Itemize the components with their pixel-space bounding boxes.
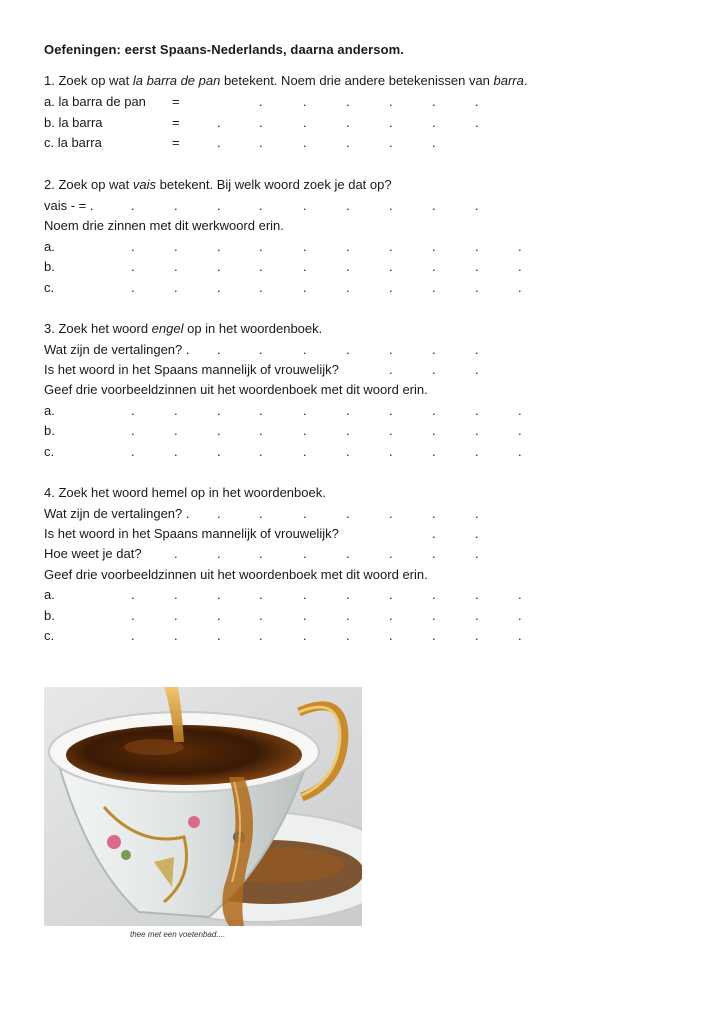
gender-label: Is het woord in het Spaans mannelijk of vrouwelijk?	[44, 362, 339, 377]
answer-dot: .	[432, 628, 436, 643]
answer-dot: .	[303, 444, 307, 459]
answer-dot: .	[303, 239, 307, 254]
answer-dot: .	[432, 403, 436, 418]
answer-dot: .	[259, 546, 263, 561]
answer-dot: .	[475, 608, 479, 623]
answer-dot: .	[389, 587, 393, 602]
italic-term: la barra de pan	[132, 73, 221, 88]
answer-dot: .	[217, 135, 221, 150]
answer-dot: .	[475, 628, 479, 643]
answer-dot: .	[303, 280, 307, 295]
item-label: b.	[44, 423, 55, 438]
answer-dot: .	[389, 628, 393, 643]
prompt-text: 4. Zoek het woord hemel op in het woordenboek.	[44, 485, 326, 500]
prompt-text: 2. Zoek op wat	[44, 177, 133, 192]
answer-dot: .	[432, 587, 436, 602]
answer-dot: .	[346, 135, 350, 150]
answer-dot: .	[259, 444, 263, 459]
answer-dot: .	[131, 587, 135, 602]
answer-dot: .	[174, 403, 178, 418]
item-label: a.	[44, 403, 55, 418]
answer-dot: .	[475, 198, 479, 213]
answer-dot: .	[131, 423, 135, 438]
item-label: a.	[44, 587, 55, 602]
answer-dot: .	[131, 444, 135, 459]
q2-answer-line	[44, 197, 684, 215]
answer-dot: .	[432, 526, 436, 541]
item-label: a.	[44, 239, 55, 254]
answer-dot: .	[475, 403, 479, 418]
answer-dot: .	[259, 259, 263, 274]
answer-dot: .	[432, 423, 436, 438]
answer-dot: .	[131, 239, 135, 254]
answer-dot: .	[432, 608, 436, 623]
answer-dot: .	[259, 239, 263, 254]
prompt-text: 3. Zoek het woord	[44, 321, 152, 336]
answer-dot: .	[346, 259, 350, 274]
answer-dot: .	[432, 444, 436, 459]
answer-dot: .	[389, 280, 393, 295]
answer-dot: .	[475, 506, 479, 521]
answer-dot: .	[389, 342, 393, 357]
q3-item-b	[44, 422, 684, 440]
answer-dot: .	[432, 342, 436, 357]
answer-dot: .	[346, 115, 350, 130]
answer-dot: .	[174, 280, 178, 295]
answer-dot: .	[389, 546, 393, 561]
prompt-text: op in het woordenboek.	[183, 321, 323, 336]
q3-prompt	[44, 320, 322, 338]
answer-dot: .	[475, 587, 479, 602]
answer-dot: .	[131, 198, 135, 213]
answer-dot: .	[217, 115, 221, 130]
answer-dot: .	[432, 280, 436, 295]
answer-dot: .	[389, 362, 393, 377]
answer-dot: .	[518, 259, 522, 274]
answer-dot: .	[346, 628, 350, 643]
answer-dot: .	[346, 546, 350, 561]
answer-dot: .	[131, 628, 135, 643]
answer-dot: .	[217, 608, 221, 623]
answer-dot: .	[174, 628, 178, 643]
answer-dot: .	[518, 608, 522, 623]
answer-dot: .	[518, 239, 522, 254]
answer-dot: .	[475, 444, 479, 459]
item-label: c.	[44, 628, 55, 643]
answer-dot: .	[432, 115, 436, 130]
item-label: b.	[44, 608, 55, 623]
answer-dot: .	[475, 239, 479, 254]
q1-item-label: b. la barra	[44, 115, 103, 130]
answer-dot: .	[475, 342, 479, 357]
answer-dot: .	[432, 198, 436, 213]
answer-dot: .	[217, 587, 221, 602]
prompt-text: .	[523, 73, 528, 88]
q2-item-c	[44, 279, 684, 297]
answer-dot: .	[303, 135, 307, 150]
q2-instruction: Noem drie zinnen met dit werkwoord erin.	[44, 218, 284, 233]
tea-cup-photo	[44, 687, 362, 926]
answer-dot: .	[389, 239, 393, 254]
answer-dot: .	[174, 198, 178, 213]
answer-dot: .	[389, 259, 393, 274]
answer-dot: .	[346, 198, 350, 213]
answer-dot: .	[303, 546, 307, 561]
q4-item-a	[44, 586, 684, 604]
answer-dot: .	[475, 526, 479, 541]
answer-dot: .	[432, 135, 436, 150]
answer-dot: .	[518, 444, 522, 459]
tea-cup-illustration	[44, 687, 362, 926]
answer-dot: .	[346, 342, 350, 357]
answer-dot: .	[259, 280, 263, 295]
answer-dot: .	[389, 135, 393, 150]
italic-term: vais	[132, 177, 157, 192]
prompt-text: betekent. Bij welk woord zoek je dat op?	[156, 177, 392, 192]
answer-dot: .	[303, 342, 307, 357]
q1-item-c	[44, 134, 684, 152]
q3-examples: Geef drie voorbeeldzinnen uit het woordenboek met dit woord erin.	[44, 382, 428, 397]
answer-dot: .	[475, 423, 479, 438]
translations-label: Wat zijn de vertalingen? .	[44, 506, 190, 521]
q3-item-a	[44, 402, 684, 420]
answer-dot: .	[174, 423, 178, 438]
answer-dot: .	[432, 362, 436, 377]
worksheet-title: Oefeningen: eerst Spaans-Nederlands, daarna andersom.	[44, 42, 405, 57]
answer-dot: .	[389, 403, 393, 418]
answer-dot: .	[174, 444, 178, 459]
answer-dot: .	[346, 444, 350, 459]
q1-prompt	[44, 72, 528, 90]
equals-sign: =	[172, 115, 180, 130]
answer-dot: .	[475, 259, 479, 274]
answer-dot: .	[259, 628, 263, 643]
answer-dot: .	[389, 506, 393, 521]
answer-dot: .	[518, 628, 522, 643]
answer-dot: .	[217, 423, 221, 438]
q3-translations	[44, 341, 684, 359]
answer-dot: .	[389, 423, 393, 438]
answer-dot: .	[346, 608, 350, 623]
answer-dot: .	[259, 587, 263, 602]
answer-dot: .	[389, 608, 393, 623]
answer-dot: .	[303, 628, 307, 643]
answer-dot: .	[303, 94, 307, 109]
q4-prompt	[44, 484, 326, 502]
answer-dot: .	[475, 362, 479, 377]
answer-dot: .	[346, 239, 350, 254]
item-label: c.	[44, 444, 55, 459]
q4-examples: Geef drie voorbeeldzinnen uit het woordenboek met dit woord erin.	[44, 567, 428, 582]
q4-item-c	[44, 627, 684, 645]
answer-dot: .	[131, 608, 135, 623]
answer-dot: .	[259, 403, 263, 418]
answer-dot: .	[346, 423, 350, 438]
answer-dot: .	[217, 403, 221, 418]
photo-caption: thee met een voetenbad....	[130, 930, 226, 939]
answer-dot: .	[303, 423, 307, 438]
answer-dot: .	[303, 403, 307, 418]
answer-dot: .	[389, 198, 393, 213]
answer-dot: .	[518, 280, 522, 295]
answer-dot: .	[217, 628, 221, 643]
prompt-text: 1. Zoek op wat	[44, 73, 133, 88]
answer-dot: .	[518, 587, 522, 602]
answer-dot: .	[217, 259, 221, 274]
answer-dot: .	[259, 94, 263, 109]
translations-label: Wat zijn de vertalingen? .	[44, 342, 190, 357]
prompt-text: betekent. Noem drie andere betekenissen van	[220, 73, 494, 88]
answer-dot: .	[432, 94, 436, 109]
answer-dot: .	[174, 608, 178, 623]
answer-dot: .	[259, 198, 263, 213]
italic-term: barra	[493, 73, 524, 88]
answer-dot: .	[217, 342, 221, 357]
answer-dot: .	[346, 94, 350, 109]
equals-sign: =	[172, 94, 180, 109]
answer-dot: .	[303, 198, 307, 213]
answer-dot: .	[475, 546, 479, 561]
answer-dot: .	[303, 259, 307, 274]
answer-dot: .	[346, 280, 350, 295]
answer-dot: .	[432, 506, 436, 521]
answer-dot: .	[518, 403, 522, 418]
gender-label: Is het woord in het Spaans mannelijk of vrouwelijk?	[44, 526, 339, 541]
answer-dot: .	[131, 403, 135, 418]
answer-dot: .	[432, 259, 436, 274]
answer-dot: .	[131, 259, 135, 274]
answer-dot: .	[217, 239, 221, 254]
q4-item-b	[44, 607, 684, 625]
answer-dot: .	[217, 280, 221, 295]
answer-dot: .	[475, 94, 479, 109]
q4-translations	[44, 505, 684, 523]
answer-dot: .	[174, 239, 178, 254]
q3-gender	[44, 361, 684, 379]
answer-dot: .	[432, 546, 436, 561]
answer-dot: .	[303, 587, 307, 602]
q4-gender	[44, 525, 684, 543]
answer-dot: .	[217, 198, 221, 213]
answer-dot: .	[259, 342, 263, 357]
answer-dot: .	[346, 506, 350, 521]
answer-dot: .	[217, 546, 221, 561]
q2-prompt	[44, 176, 392, 194]
q1-item-a	[44, 93, 684, 111]
answer-dot: .	[174, 259, 178, 274]
q3-item-c	[44, 443, 684, 461]
q1-item-b	[44, 114, 684, 132]
answer-dot: .	[259, 423, 263, 438]
answer-dot: .	[475, 280, 479, 295]
answer-dot: .	[174, 587, 178, 602]
answer-dot: .	[259, 115, 263, 130]
answer-dot: .	[303, 115, 307, 130]
q4-how	[44, 545, 684, 563]
answer-dot: .	[389, 444, 393, 459]
q1-item-label: a. la barra de pan	[44, 94, 146, 109]
answer-dot: .	[346, 587, 350, 602]
q2-item-a	[44, 238, 684, 256]
answer-dot: .	[131, 280, 135, 295]
answer-dot: .	[389, 115, 393, 130]
answer-dot: .	[174, 546, 178, 561]
answer-dot: .	[389, 94, 393, 109]
answer-dot: .	[303, 506, 307, 521]
answer-dot: .	[518, 423, 522, 438]
answer-dot: .	[259, 506, 263, 521]
q2-item-b	[44, 258, 684, 276]
answer-dot: .	[217, 506, 221, 521]
equals-sign: =	[172, 135, 180, 150]
how-label: Hoe weet je dat?	[44, 546, 142, 561]
q2-answer-label: vais - = .	[44, 198, 94, 213]
answer-dot: .	[259, 135, 263, 150]
q1-item-label: c. la barra	[44, 135, 102, 150]
answer-dot: .	[217, 444, 221, 459]
answer-dot: .	[259, 608, 263, 623]
answer-dot: .	[475, 115, 479, 130]
answer-dot: .	[432, 239, 436, 254]
italic-term: engel	[151, 321, 184, 336]
answer-dot: .	[303, 608, 307, 623]
answer-dot: .	[346, 403, 350, 418]
item-label: b.	[44, 259, 55, 274]
item-label: c.	[44, 280, 55, 295]
